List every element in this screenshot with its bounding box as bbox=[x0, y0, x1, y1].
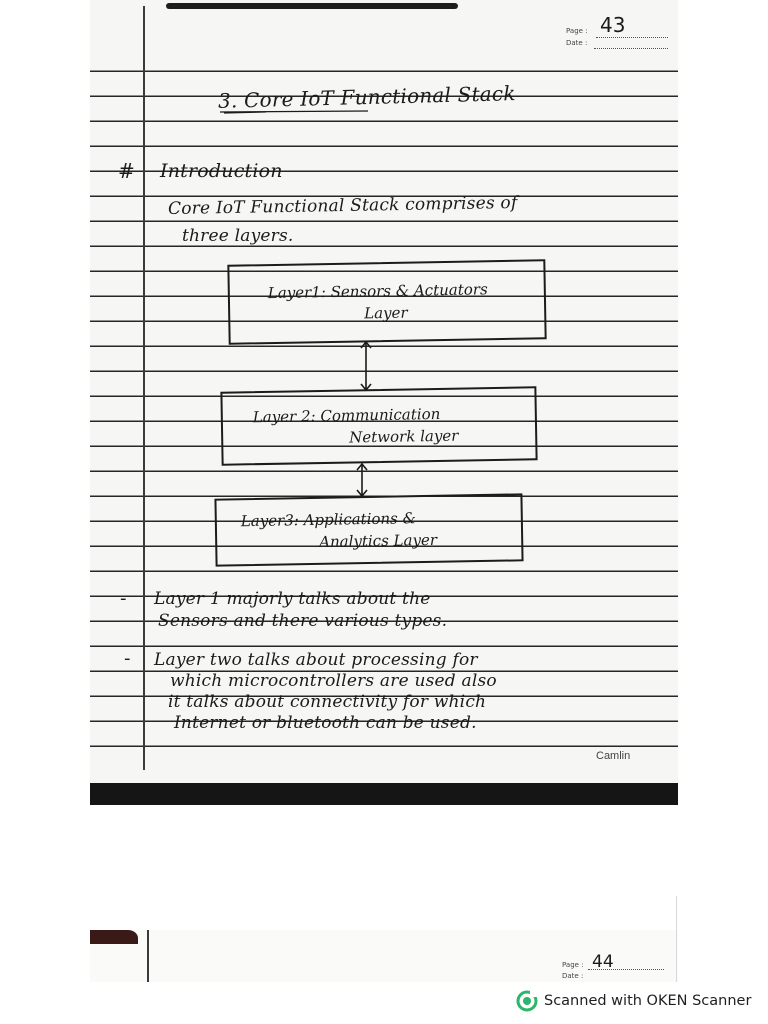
date-dotline bbox=[594, 48, 668, 49]
double-arrow-icon bbox=[354, 462, 370, 498]
scan-shadow-band bbox=[90, 783, 678, 805]
margin-line bbox=[147, 930, 149, 982]
layer-1-box bbox=[227, 259, 546, 345]
scanner-watermark bbox=[516, 990, 751, 1012]
layer-3-title: Layer3: Applications & bbox=[240, 509, 417, 531]
note-1-line-2: Sensors and there various types. bbox=[158, 611, 448, 631]
page-number-label: Page : bbox=[562, 961, 584, 969]
title-underline bbox=[218, 106, 568, 114]
bullet-marker: - bbox=[120, 588, 127, 609]
layer-3-box bbox=[214, 493, 523, 566]
date-label: Date : bbox=[566, 39, 588, 47]
scanner-watermark-text: Scanned with OKEN Scanner bbox=[544, 993, 752, 1009]
section-heading: Introduction bbox=[160, 160, 283, 182]
date-label: Date : bbox=[562, 972, 584, 980]
oken-scanner-logo-icon bbox=[516, 990, 538, 1012]
intro-line-2: three layers. bbox=[182, 226, 294, 246]
layer-2-box bbox=[220, 386, 537, 466]
layer-1-title: Layer1: Sensors & Actuators bbox=[267, 280, 488, 303]
note-2-line-1: Layer two talks about processing for bbox=[154, 650, 478, 670]
page-footer-area bbox=[90, 770, 678, 783]
notebook-page-44 bbox=[90, 930, 678, 982]
layer-2-title: Layer 2: Communication bbox=[252, 404, 441, 427]
note-2-line-4: Internet or bluetooth can be used. bbox=[174, 713, 477, 733]
note-2-line-2: which microcontrollers are used also bbox=[170, 671, 497, 691]
note-1-line-1: Layer 1 majorly talks about the bbox=[154, 589, 431, 609]
section-marker: # bbox=[118, 159, 135, 183]
camlin-brand-mark: Camlin bbox=[596, 750, 631, 762]
page-right-edge bbox=[676, 896, 677, 982]
page-header-area bbox=[90, 0, 678, 60]
intro-line-1: Core IoT Functional Stack comprises of bbox=[167, 192, 518, 220]
notebook-page-43 bbox=[90, 0, 678, 783]
note-2-line-3: it talks about connectivity for which bbox=[168, 692, 487, 712]
layer-1-subtitle: Layer bbox=[364, 303, 408, 323]
page-corner-shadow bbox=[90, 930, 138, 944]
bullet-marker: - bbox=[124, 648, 131, 669]
page-title: 3. Core IoT Functional Stack bbox=[217, 81, 516, 113]
page-top-edge bbox=[166, 3, 458, 9]
margin-line bbox=[143, 6, 145, 770]
layer-2-subtitle: Network layer bbox=[349, 426, 459, 447]
layer-3-subtitle: Analytics Layer bbox=[319, 530, 438, 551]
page-number-value: 44 bbox=[592, 952, 614, 972]
page-number-dotline bbox=[596, 37, 668, 38]
page-number-label: Page : bbox=[566, 27, 588, 35]
page-number-value: 43 bbox=[600, 13, 626, 37]
double-arrow-icon bbox=[358, 340, 374, 392]
